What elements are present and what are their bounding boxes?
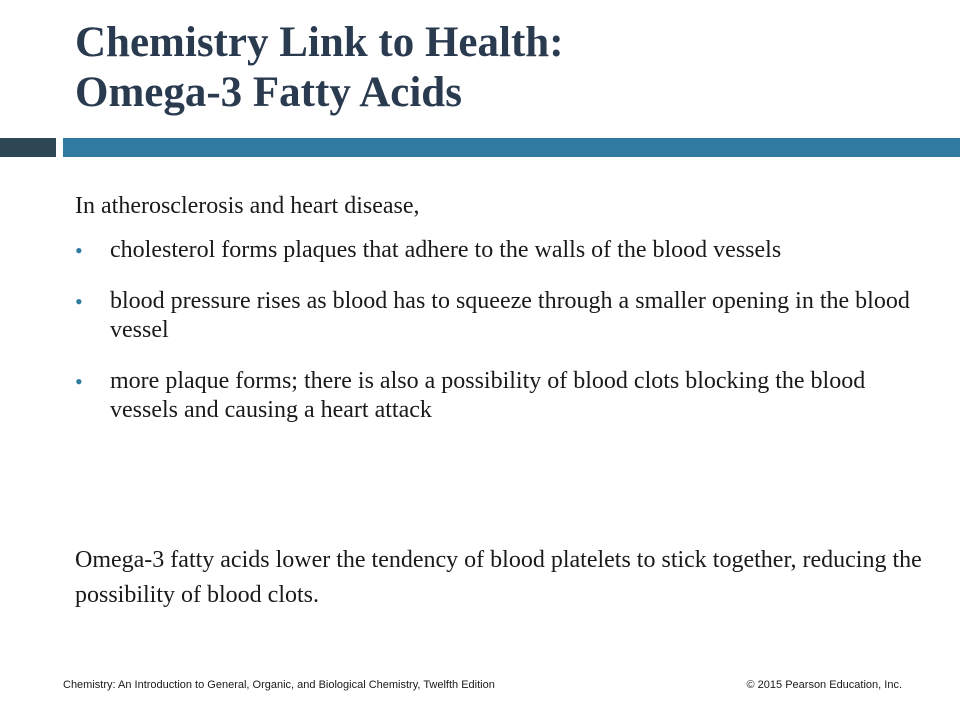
bullet-list <box>75 236 935 447</box>
closing-text: Omega-3 fatty acids lower the tendency of blood platelets to stick together, reducing the possibility of blood clots. <box>75 547 922 608</box>
slide-title <box>75 18 564 118</box>
slide-title-line-2: Omega-3 Fatty Acids <box>75 69 462 116</box>
title-divider-accent-bar <box>63 138 960 157</box>
footer-book-title: Chemistry: An Introduction to General, Organic, and Biological Chemistry, Twelfth Edition <box>63 679 495 691</box>
slide-footer <box>63 679 902 691</box>
title-divider-left-bar <box>0 138 56 157</box>
slide-title-line-1: Chemistry Link to Health: <box>75 19 564 66</box>
bullet-item-blood-pressure <box>75 287 935 345</box>
bullet-dot-icon: • <box>75 238 83 263</box>
bullet-text: blood pressure rises as blood has to squeeze through a smaller opening in the blood vessel <box>110 288 910 343</box>
bullet-dot-icon: • <box>75 369 83 394</box>
bullet-text: cholesterol forms plaques that adhere to the walls of the blood vessels <box>110 237 782 263</box>
footer-copyright: © 2015 Pearson Education, Inc. <box>746 679 902 691</box>
bullet-dot-icon: • <box>75 289 83 314</box>
bullet-item-cholesterol <box>75 236 935 265</box>
bullet-item-plaque <box>75 367 935 425</box>
intro-text: In atherosclerosis and heart disease, <box>75 193 420 219</box>
bullet-text: more plaque forms; there is also a possibility of blood clots blocking the blood vessels and causing a heart attack <box>110 368 866 423</box>
